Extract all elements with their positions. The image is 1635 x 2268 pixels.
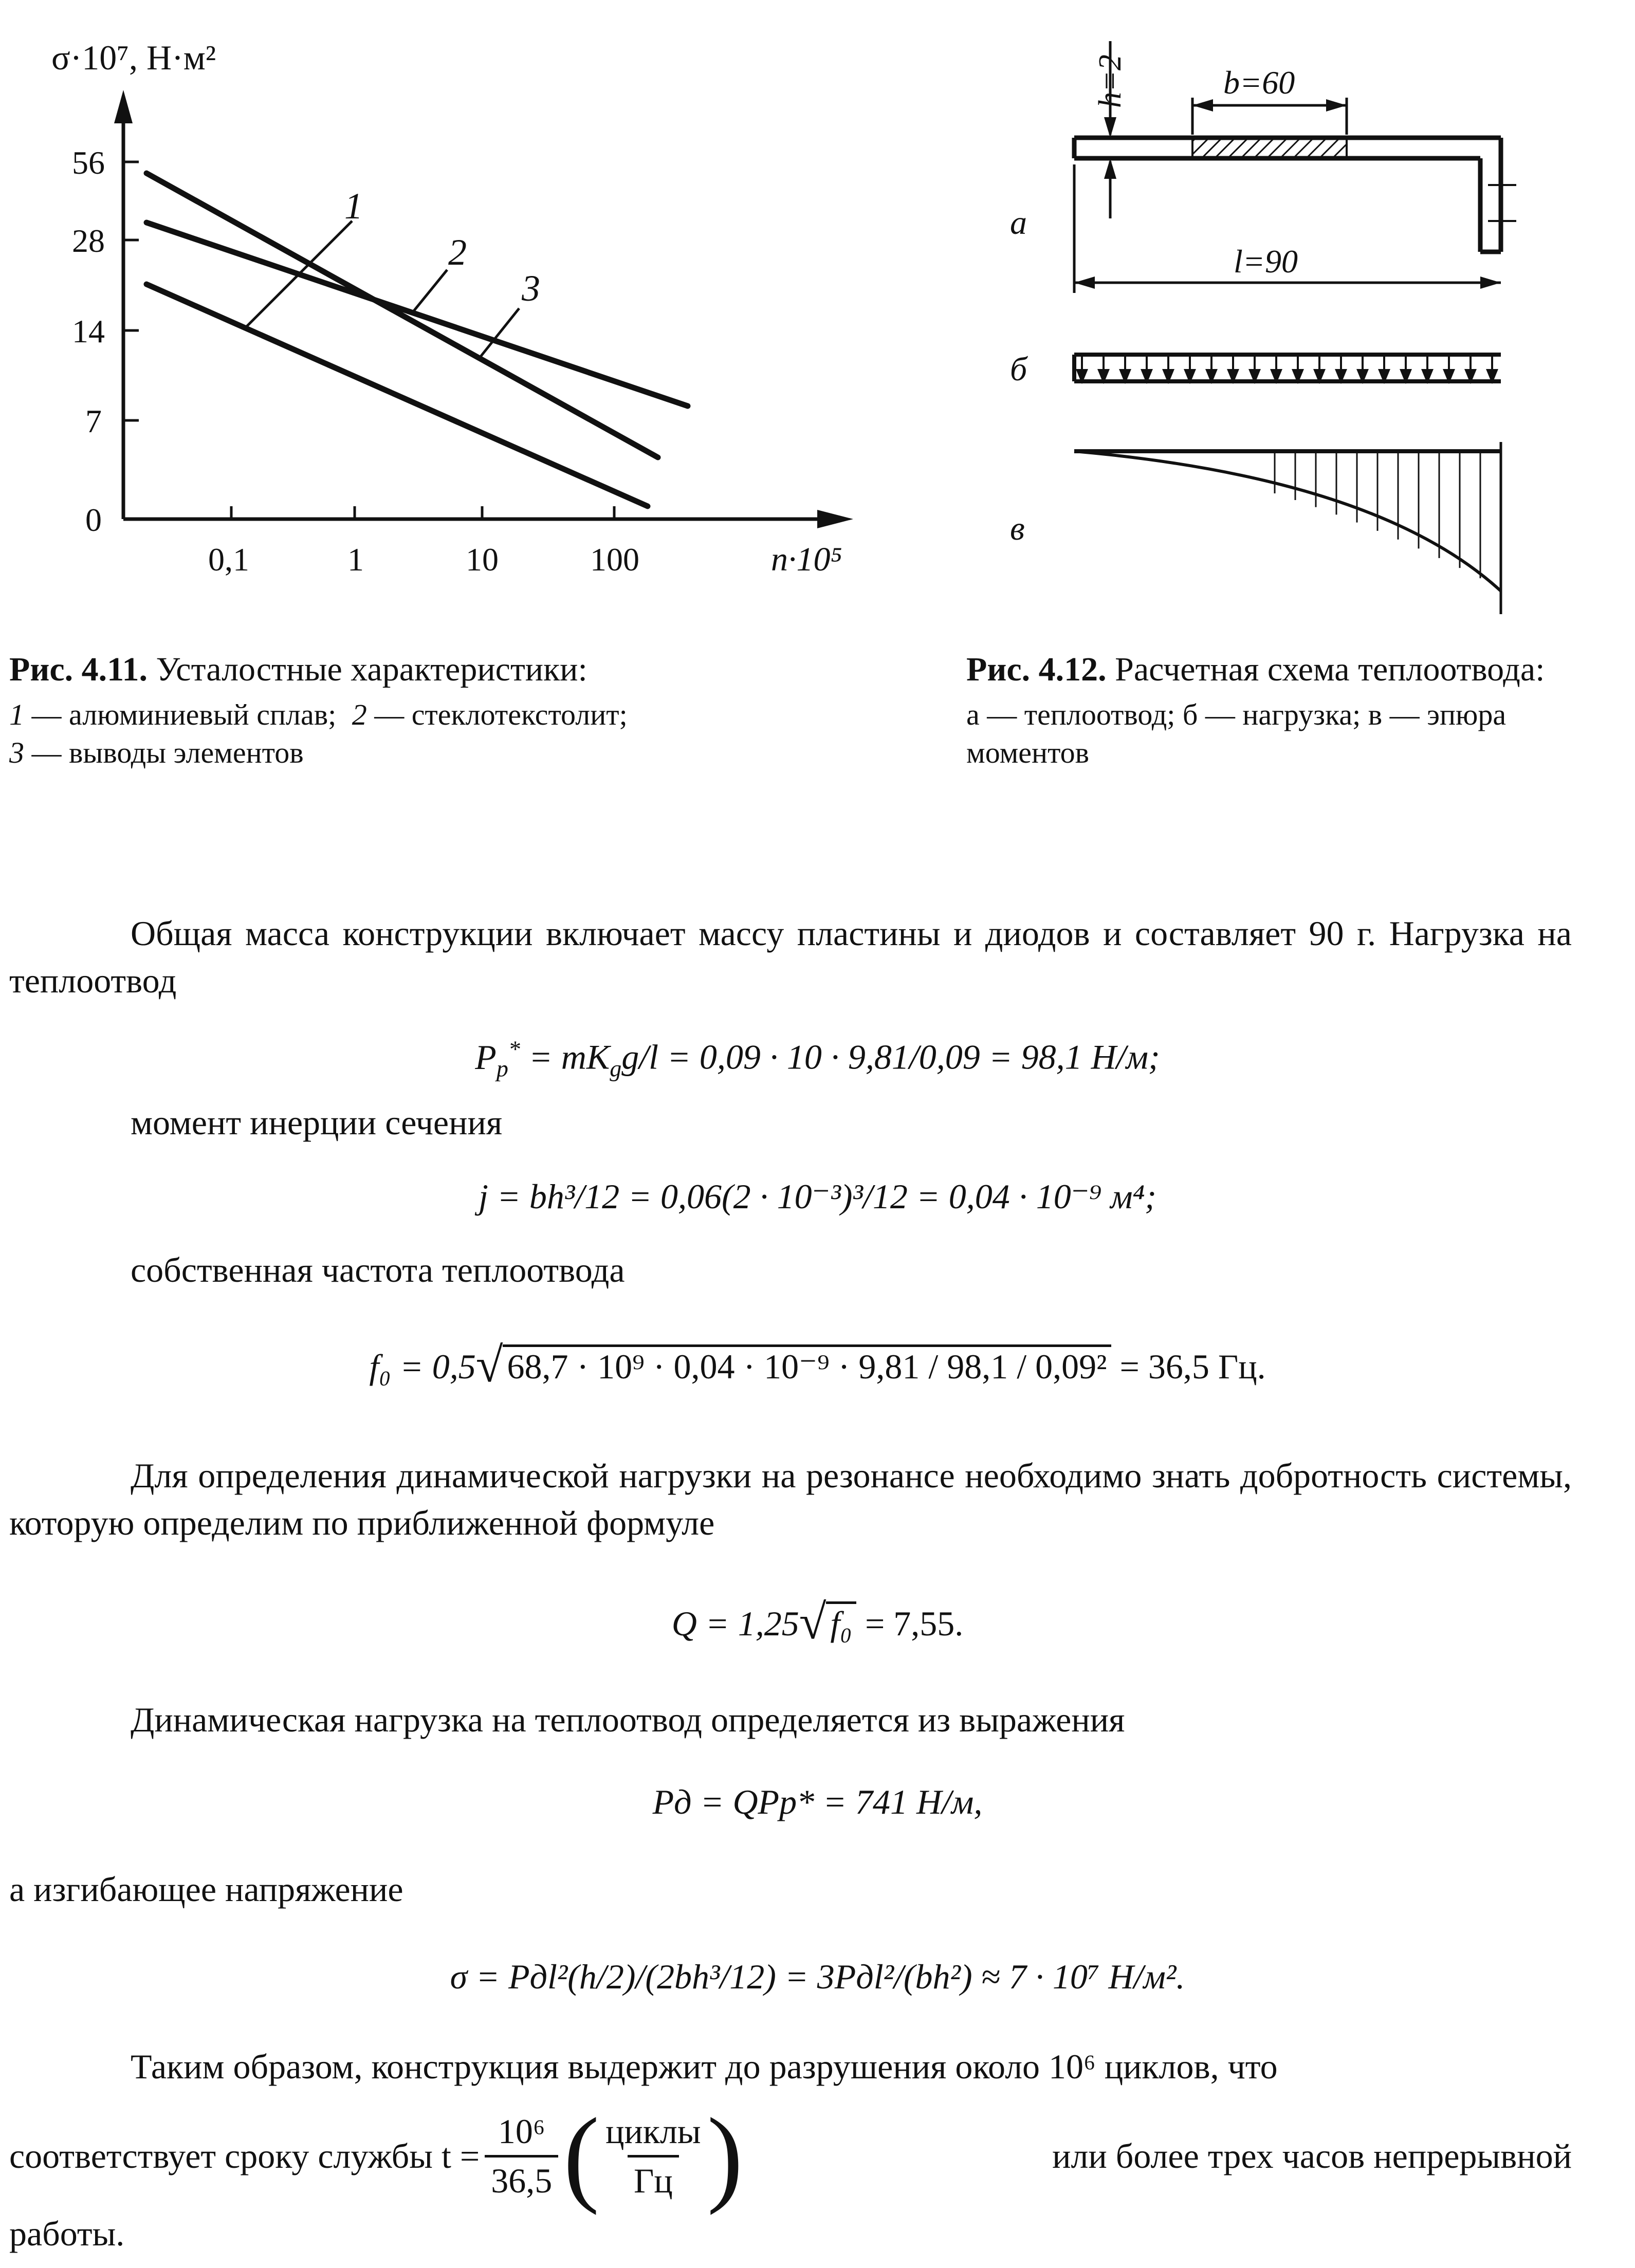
service-life-units: циклы Гц [605,2111,701,2200]
curve-1-aluminium [146,284,648,506]
service-life-fraction: $\frac{\text{10⁶}}{36,5}$ [485,2111,558,2201]
paragraph-work: работы. [9,2214,125,2253]
curve-label-1: 1 [344,186,363,227]
x-tick-100: 100 [590,541,639,578]
load-arrows [1077,355,1497,381]
x-axis-label: n·10⁵ [771,541,842,578]
x-tick-1: 1 [347,541,364,578]
moment-hatch [1275,452,1480,578]
fig-4-11-caption-title: Рис. 4.11. [9,651,148,688]
equation-bending: σ = Pдl²(h/2)/(2bh³/12) = 3Pдl²/(bh²) ≈ 7 · 10⁷ Н/м². [450,1957,1185,1996]
y-axis-label: σ·10⁷, Н·м² [51,38,216,77]
fig-4-12-caption [966,649,1573,772]
service-life-end: или более трех часов непрерывной [1052,2136,1572,2175]
equation-dynamic-load: Pд = QPр* = 741 Н/м, [652,1782,983,1821]
part-a-label: а [1010,204,1027,242]
y-tick-28: 28 [72,223,105,259]
equation-load: $P_p^* = mK_gg/l = 0,09 \cdot 10 \cdot 9,81/0,09 = 98,1$ Н/м; [475,1036,1160,1082]
b-label: b=60 [1223,64,1295,101]
service-life-start: соответствует сроку службы t = [9,2136,480,2175]
fig-4-12-legend: а — теплоотвод; б — нагрузка; в — эпюра моментов [966,698,1507,769]
paragraph-bending: а изгибающее напряжение [9,1870,403,1909]
load-beam [1074,355,1501,381]
curve-3-leads [146,223,688,406]
part-v-label: в [1010,510,1025,547]
curve-label-3: 3 [522,268,540,309]
fig-4-12-caption-title: Рис. 4.12. [966,651,1107,688]
paragraph-dynamic-load: Динамическая нагрузка на теплоотвод определяется из выражения [131,1700,1125,1739]
equation-inertia: j = bh³/12 = 0,06(2 · 10⁻³)³/12 = 0,04 · 10⁻⁹ м⁴; [479,1177,1156,1216]
fig-4-12-caption-text: Расчетная схема теплоотвода: [1115,651,1545,688]
x-tick-0-1: 0,1 [208,541,249,578]
y-tick-56: 56 [72,144,105,181]
equation-quality: Q = 1,25√ f₀ = 7,55. [671,1594,964,1649]
y-axis-arrow [114,90,133,123]
y-tick-0: 0 [85,502,102,538]
paragraph-cycles: Таким образом, конструкция выдержит до разрушения около 10⁶ циклов, что [131,2047,1278,2086]
moment-curve [1074,451,1501,591]
x-tick-10: 10 [466,541,499,578]
service-life-line: соответствует сроку службы t = $\frac{\text{10⁶}}{36,5}$ ( циклы Гц ) или более трех часов непрерывной [9,2096,1572,2216]
fatigue-chart [0,0,874,627]
diode-hatched [1192,138,1347,158]
heatsink-diagram [966,0,1634,627]
y-tick-14: 14 [72,313,105,349]
equation-frequency: f₀ = 0,5√ 68,7 · 10⁹ · 0,04 · 10⁻⁹ · 9,81 / 98,1 / 0,09² = 36,5 Гц. [369,1337,1266,1392]
x-axis-arrow [817,510,853,528]
h-label: h=2 [1093,54,1128,108]
paragraph-inertia: момент инерции сечения [131,1103,503,1142]
part-b-label: б [1010,351,1027,388]
paragraph-mass: Общая масса конструкции включает массу пластины и диодов и составляет 90 г. Нагрузка на теплоотвод [9,914,1572,1000]
leader-2 [414,270,447,311]
l-label: l=90 [1234,243,1298,280]
fig-4-11-caption-text: Усталостные характеристики: [156,651,587,688]
fig-4-11-legend: 1 — алюминиевый сплав; 2 — стеклотекстолит; 3 — выводы элементов [9,698,628,769]
fig-4-11-caption [9,649,914,772]
curve-label-2: 2 [448,232,467,273]
y-tick-7: 7 [85,403,102,439]
paragraph-quality: Для определения динамической нагрузки на резонансе необходимо знать добротность системы, которую определим по приближенной формуле [9,1456,1572,1542]
paragraph-frequency: собственная частота теплоотвода [131,1250,625,1289]
